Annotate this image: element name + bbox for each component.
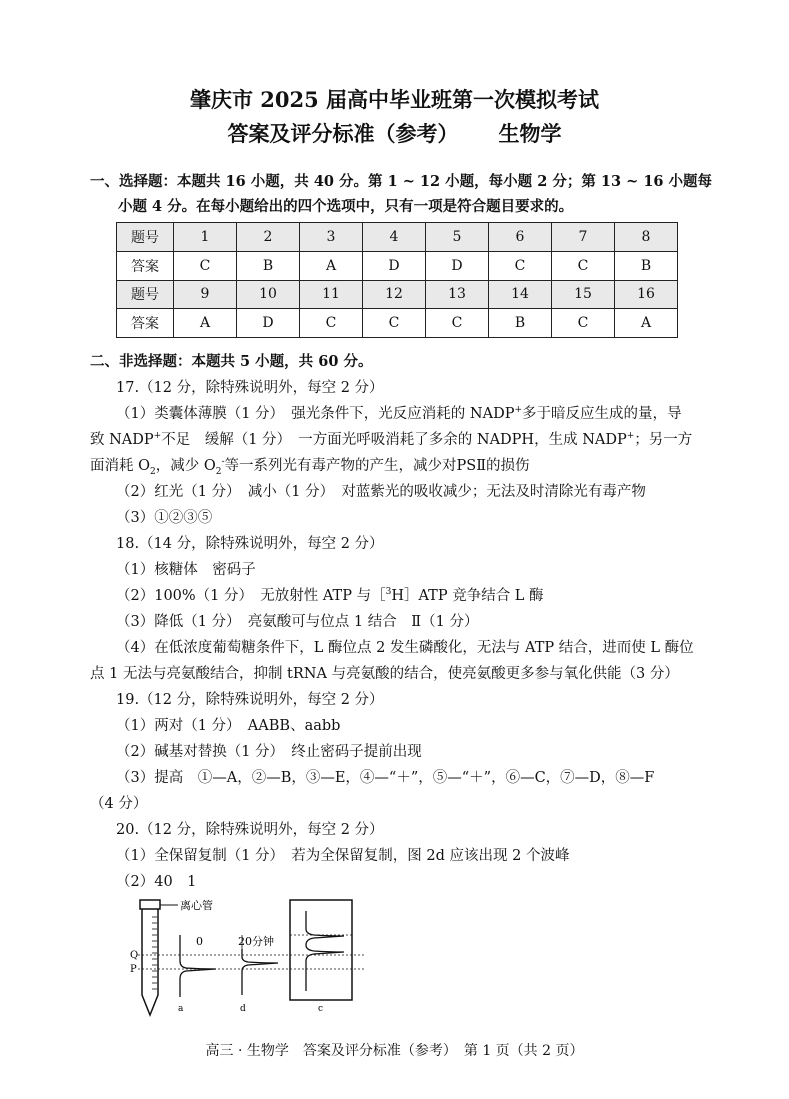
q18-2: （2）100%（1 分） 无放射性 ATP 与［$^3$H］ATP 竞争结合 L 酶	[116, 587, 544, 604]
table-cell: 16	[615, 280, 678, 309]
label-a: a	[178, 1004, 184, 1014]
tube-scale-marks	[152, 917, 157, 989]
section1-line1: 一、选择题：本题共 16 小题，共 40 分。第 1 ~ 12 小题，每小题 2 分；第 13 ~ 16 小题每	[90, 173, 713, 190]
table-cell: 14	[489, 280, 552, 309]
table-cell: 11	[300, 280, 363, 309]
curve-c	[306, 911, 344, 991]
table-row	[117, 280, 678, 309]
table-cell: C	[174, 251, 237, 280]
table-cell: A	[174, 309, 237, 338]
row-label: 题号	[117, 280, 174, 309]
table-cell: C	[300, 309, 363, 338]
section2-heading: 二、非选择题：本题共 5 小题，共 60 分。	[90, 353, 373, 370]
table-row	[117, 309, 678, 338]
label-0: 0	[196, 935, 203, 948]
label-p: P	[130, 964, 137, 975]
row-label: 题号	[117, 223, 174, 252]
table-cell: 8	[615, 223, 678, 252]
subtitle-left: 答案及评分标准（参考）	[227, 121, 459, 146]
q19-2: （2）碱基对替换（1 分） 终止密码子提前出现	[116, 744, 422, 760]
q17-head: 17.（12 分，除特殊说明外，每空 2 分）	[116, 380, 384, 396]
table-cell: A	[300, 251, 363, 280]
q18-4-line1: （4）在低浓度葡萄糖条件下，L 酶位点 2 发生磷酸化，无法与 ATP 结合，进而使 L 酶位	[116, 640, 694, 656]
table-cell: 9	[174, 280, 237, 309]
q17-1-line3: 面消耗 $O_2$，减少 $O_2^-$等一系列光有毒产物的产生，减少对PSⅡ的损伤	[90, 457, 530, 477]
table-cell: B	[615, 251, 678, 280]
table-cell: D	[426, 251, 489, 280]
table-cell: 4	[363, 223, 426, 252]
table-cell: 5	[426, 223, 489, 252]
curve-d	[242, 949, 278, 995]
q20-2: （2）40 1	[116, 874, 197, 890]
q18-1: （1）核糖体 密码子	[116, 562, 256, 578]
label-20min: 20分钟	[238, 935, 274, 948]
table-cell: C	[363, 309, 426, 338]
box-c	[290, 900, 352, 1000]
q17-3: （3）①②③⑤	[116, 510, 213, 526]
label-c: c	[318, 1004, 324, 1014]
row-label: 答案	[117, 309, 174, 338]
table-row	[117, 251, 678, 280]
centrifuge-diagram	[130, 895, 380, 1020]
table-cell: B	[489, 309, 552, 338]
centrifuge-figure	[130, 895, 380, 1020]
label-d: d	[240, 1004, 246, 1014]
q20-head: 20.（12 分，除特殊说明外，每空 2 分）	[116, 822, 384, 838]
table-cell: 12	[363, 280, 426, 309]
q19-head: 19.（12 分，除特殊说明外，每空 2 分）	[116, 692, 384, 708]
table-cell: 6	[489, 223, 552, 252]
q18-head: 18.（14 分，除特殊说明外，每空 2 分）	[116, 536, 384, 552]
tube-cap	[140, 900, 160, 909]
table-row	[117, 223, 678, 252]
q17-2: （2）红光（1 分） 减小（1 分） 对蓝紫光的吸收减少；无法及时清除光有毒产物	[116, 484, 646, 500]
q19-1: （1）两对（1 分） AABB、aabb	[116, 718, 341, 734]
answer-table	[116, 222, 678, 338]
table-cell: D	[363, 251, 426, 280]
q17-1-line1: （1）类囊体薄膜（1 分） 强光条件下，光反应消耗的 NADP+多于暗反应生成的量，导	[116, 405, 682, 422]
q19-3-line2: （4 分）	[90, 796, 148, 812]
centrifuge-tube	[142, 909, 158, 1015]
table-cell: A	[615, 309, 678, 338]
table-cell: 2	[237, 223, 300, 252]
section1-line2: 小题 4 分。在每小题给出的四个选项中，只有一项是符合题目要求的。	[118, 198, 574, 215]
table-cell: D	[237, 309, 300, 338]
table-cell: 15	[552, 280, 615, 309]
subtitle-subject: 生物学	[498, 121, 562, 146]
table-cell: 7	[552, 223, 615, 252]
q18-4-line2: 点 1 无法与亮氨酸结合，抑制 tRNA 与亮氨酸的结合，使亮氨酸更多参与氧化供能（3 分）	[90, 666, 679, 682]
q20-1: （1）全保留复制（1 分） 若为全保留复制，图 2d 应该出现 2 个波峰	[116, 848, 570, 864]
table-cell: C	[552, 309, 615, 338]
doc-subtitle	[0, 118, 789, 148]
table-cell: 1	[174, 223, 237, 252]
table-cell: C	[489, 251, 552, 280]
q19-3-line1: （3）提高 ①—A，②—B，③—E，④—“＋”，⑤—“＋”，⑥—C，⑦—D，⑧—F	[116, 770, 655, 786]
label-q: Q	[130, 950, 139, 961]
table-cell: 13	[426, 280, 489, 309]
page-footer: 高三 · 生物学 答案及评分标准（参考） 第 1 页（共 2 页）	[205, 1043, 584, 1059]
table-cell: C	[426, 309, 489, 338]
q18-3: （3）降低（1 分） 亮氨酸可与位点 1 结合 Ⅱ（1 分）	[116, 614, 479, 630]
doc-title: 肇庆市 2025 届高中毕业班第一次模拟考试	[189, 87, 600, 112]
table-cell: C	[552, 251, 615, 280]
table-cell: 10	[237, 280, 300, 309]
row-label: 答案	[117, 251, 174, 280]
tube-label: 离心管	[180, 899, 213, 912]
table-cell: B	[237, 251, 300, 280]
q17-1-line2: 致 NADP+不足 缓解（1 分） 一方面光呼吸消耗了多余的 NADPH，生成 NADP+；另一方	[90, 431, 693, 448]
table-cell: 3	[300, 223, 363, 252]
